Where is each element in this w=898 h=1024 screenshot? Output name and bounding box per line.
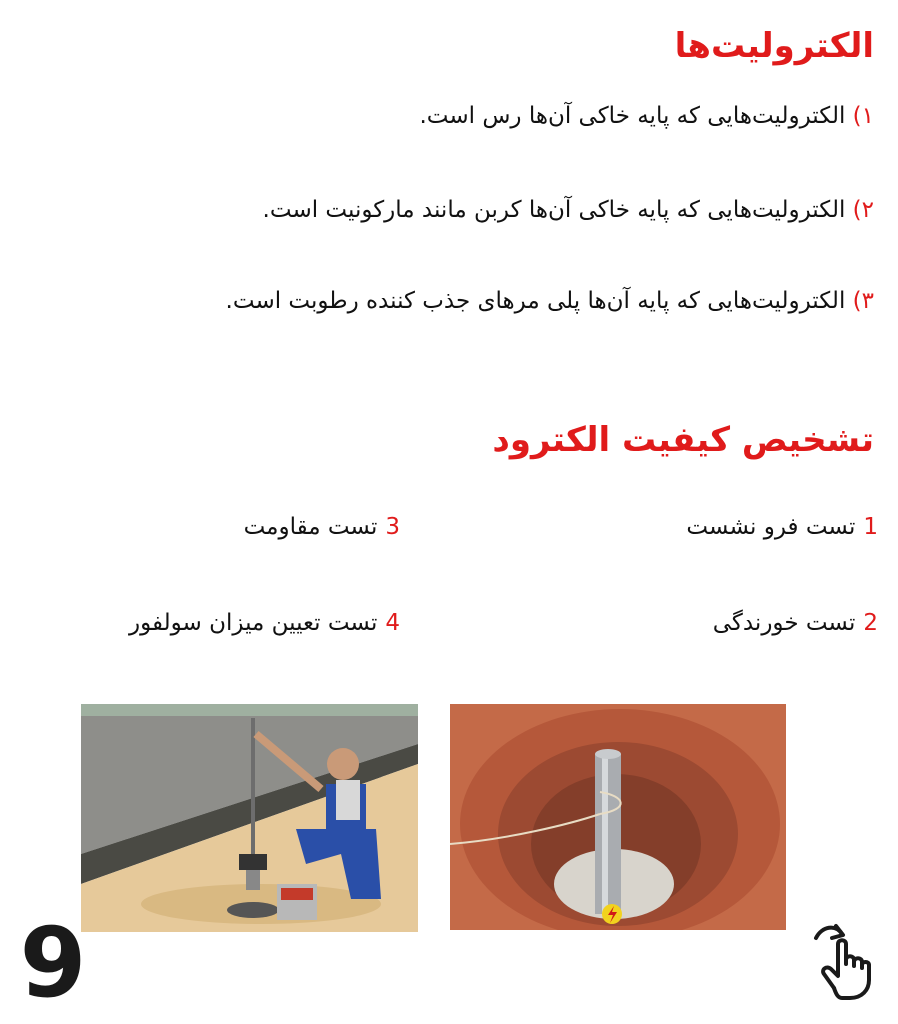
- test-item-3: [244, 514, 400, 540]
- swipe-hand-icon[interactable]: [808, 918, 880, 1002]
- section-title-electrolytes: الکترولیت‌ها: [674, 26, 874, 66]
- test-number: 3: [385, 514, 400, 540]
- item-text: الکترولیت‌هایی که پایه خاکی آن‌ها کربن مانند مارکونیت است.: [262, 197, 846, 223]
- electrode-pit-photo: [450, 704, 786, 930]
- item-text: الکترولیت‌هایی که پایه خاکی آن‌ها رس است.: [419, 103, 846, 129]
- test-number: 2: [863, 610, 878, 636]
- item-number: ۱): [852, 103, 874, 129]
- item-number: ۲): [852, 197, 874, 223]
- electrolyte-item-3: [20, 275, 874, 327]
- test-item-1: [686, 514, 878, 540]
- test-item-4: [129, 610, 400, 636]
- test-label: تست تعیین میزان سولفور: [129, 610, 378, 636]
- electrolyte-item-1: [20, 90, 874, 142]
- page-number: 9: [19, 907, 87, 1019]
- test-item-2: [713, 610, 878, 636]
- item-text: الکترولیت‌هایی که پایه آن‌ها پلی مرهای جذب کننده رطوبت است.: [225, 288, 846, 314]
- test-label: تست مقاومت: [243, 514, 378, 540]
- test-number: 1: [863, 514, 878, 540]
- test-number: 4: [385, 610, 400, 636]
- test-label: تست خورندگی: [712, 610, 856, 636]
- settlement-test-photo: [81, 704, 418, 932]
- section-title-electrode-quality: تشخیص کیفیت الکترود: [492, 420, 874, 460]
- electrolyte-item-2: [20, 184, 874, 236]
- item-number: ۳): [852, 288, 874, 314]
- test-label: تست فرو نشست: [686, 514, 856, 540]
